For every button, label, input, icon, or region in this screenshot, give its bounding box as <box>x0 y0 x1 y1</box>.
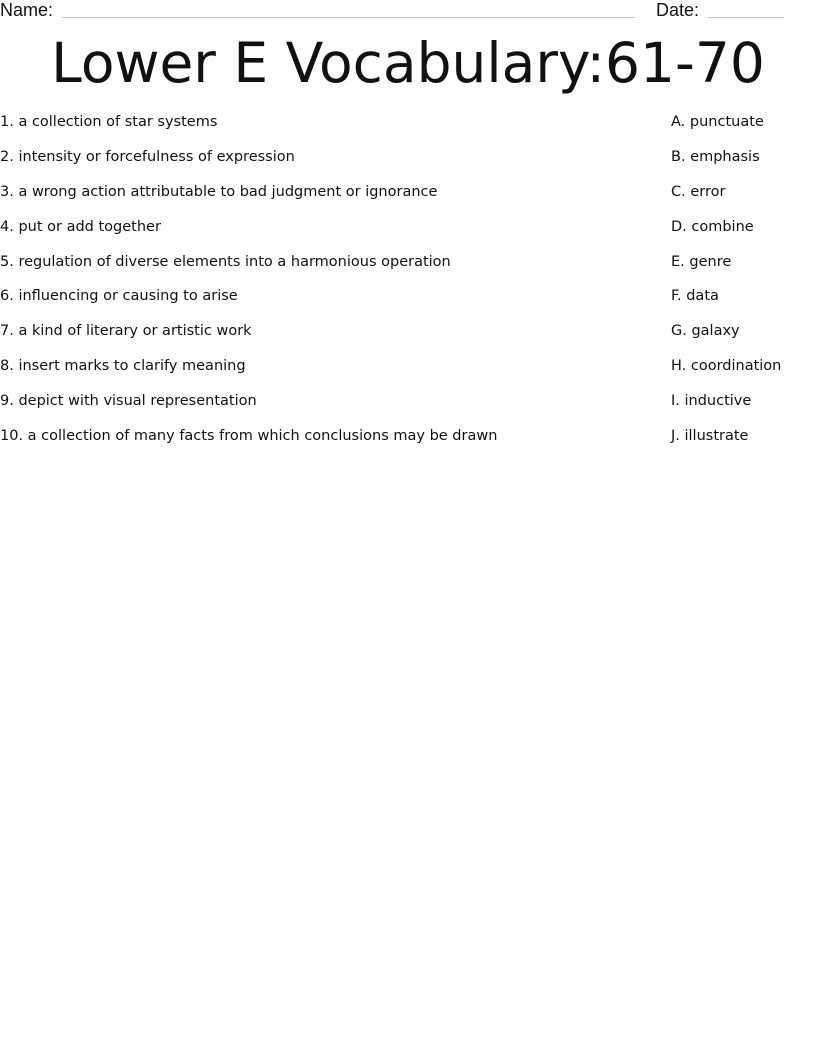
clue-item: 5. regulation of diverse elements into a harmonious operation <box>0 253 451 270</box>
date-blank-line <box>708 17 784 18</box>
answer-option: H. coordination <box>671 358 782 375</box>
clue-list <box>0 110 640 459</box>
worksheet-header <box>0 0 816 22</box>
name-label: Name: <box>0 0 54 20</box>
answer-option: C. error <box>671 183 726 200</box>
answer-option: I. inductive <box>671 393 752 410</box>
answer-option: D. combine <box>671 218 754 235</box>
answer-option: F. data <box>671 288 719 305</box>
clue-item: 8. insert marks to clarify meaning <box>0 358 246 375</box>
answer-option-list <box>671 110 816 459</box>
answer-option: E. genre <box>671 253 732 270</box>
clue-item: 10. a collection of many facts from which conclusions may be drawn <box>0 428 498 445</box>
name-blank-line <box>62 17 635 18</box>
answer-option: J. illustrate <box>671 428 749 445</box>
worksheet-title: Lower E Vocabulary:61-70 <box>51 31 765 95</box>
clue-item: 3. a wrong action attributable to bad judgment or ignorance <box>0 183 438 200</box>
answer-option: G. galaxy <box>671 323 740 340</box>
answer-option: B. emphasis <box>671 148 760 165</box>
clue-item: 6. influencing or causing to arise <box>0 288 238 305</box>
clue-item: 1. a collection of star systems <box>0 114 218 130</box>
clue-item: 9. depict with visual representation <box>0 393 257 410</box>
clue-item: 4. put or add together <box>0 218 161 235</box>
clue-item: 7. a kind of literary or artistic work <box>0 323 252 340</box>
date-label: Date: <box>656 0 700 20</box>
answer-option: A. punctuate <box>671 114 764 130</box>
clue-item: 2. intensity or forcefulness of expression <box>0 148 295 165</box>
